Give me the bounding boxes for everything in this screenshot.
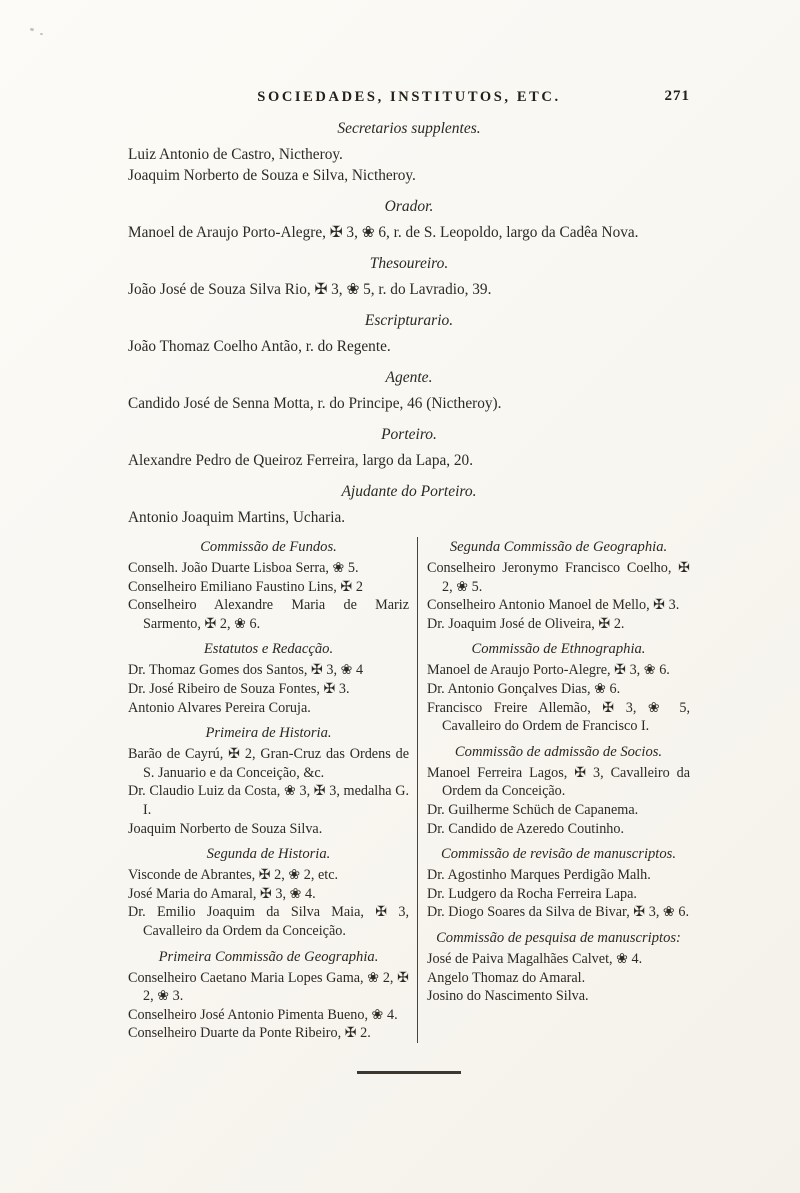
section-primeira-geographia — [128, 948, 409, 1043]
two-column-block — [128, 537, 690, 1043]
member-entry: Barão de Cayrú, ✠ 2, Gran-Cruz das Ordens de S. Januario e da Conceição, &c. — [128, 746, 409, 781]
section-thesoureiro — [128, 254, 690, 300]
section-heading: Commissão de revisão de manuscriptos. — [441, 846, 676, 863]
member-entry: Antonio Alvares Pereira Coruja. — [128, 699, 311, 716]
member-entry: Dr. Agostinho Marques Perdigão Malh. — [427, 867, 651, 884]
section-ajudante-porteiro — [128, 482, 690, 528]
section-heading: Orador. — [384, 198, 434, 215]
member-entry: Francisco Freire Allemão, ✠ 3, ❀ 5, Cavalleiro do Ordem de Francisco I. — [427, 699, 690, 735]
section-heading: Segunda de Historia. — [206, 846, 331, 863]
right-column — [418, 537, 690, 1043]
member-entry: João José de Souza Silva Rio, ✠ 3, ❀ 5, r. do Lavradio, 39. — [128, 281, 492, 298]
member-entry: Conselheiro Antonio Manoel de Mello, ✠ 3. — [427, 597, 680, 614]
page-header — [128, 88, 690, 108]
member-entry: Dr. Ludgero da Rocha Ferreira Lapa. — [427, 885, 637, 902]
section-porteiro — [128, 425, 690, 471]
section-segunda-historia — [128, 845, 409, 940]
scan-speck — [30, 27, 35, 31]
section-heading: Segunda Commissão de Geographia. — [449, 539, 668, 555]
section-heading: Porteiro. — [381, 426, 437, 443]
member-entry: Dr. Claudio Luiz da Costa, ❀ 3, ✠ 3, medalha G. I. — [128, 783, 409, 818]
member-entry: Dr. Antonio Gonçalves Dias, ❀ 6. — [427, 680, 621, 697]
page-header-title: SOCIEDADES, INSTITUTOS, ETC. — [257, 89, 561, 105]
member-entry: Joaquim Norberto de Souza e Silva, Nictheroy. — [128, 167, 416, 184]
left-column — [128, 537, 417, 1043]
section-estatutos-redaccao — [128, 640, 409, 717]
member-entry: José Maria do Amaral, ✠ 3, ❀ 4. — [128, 885, 316, 902]
section-heading: Commissão de admissão de Socios. — [454, 743, 663, 760]
member-entry: José de Paiva Magalhães Calvet, ❀ 4. — [427, 950, 643, 967]
member-entry: Manoel de Araujo Porto-Alegre, ✠ 3, ❀ 6, r. de S. Leopoldo, largo da Cadêa Nova. — [128, 224, 639, 241]
section-agente — [128, 368, 690, 414]
section-orador — [128, 197, 690, 243]
member-entry: Antonio Joaquim Martins, Ucharia. — [128, 509, 346, 526]
section-escripturario — [128, 311, 690, 357]
member-entry: Angelo Thomaz do Amaral. — [427, 969, 586, 986]
member-entry: Conselheiro Jeronymo Francisco Coelho, ✠ 2, ❀ 5. — [427, 560, 690, 595]
page-number: 271 — [664, 88, 690, 104]
member-entry: Dr. Guilherme Schüch de Capanema. — [427, 801, 639, 818]
section-heading: Commissão de pesquisa de manuscriptos: — [436, 929, 681, 946]
section-ethnographia — [427, 640, 690, 735]
section-commissao-fundos — [128, 538, 409, 633]
member-entry: João Thomaz Coelho Antão, r. do Regente. — [128, 338, 391, 355]
section-heading: Agente. — [385, 369, 433, 386]
member-entry: Alexandre Pedro de Queiroz Ferreira, largo da Lapa, 20. — [128, 452, 474, 469]
section-heading: Estatutos e Redacção. — [203, 641, 334, 658]
section-heading: Ajudante do Porteiro. — [341, 483, 477, 500]
section-heading: Primeira de Historia. — [205, 725, 332, 742]
end-rule — [357, 1071, 461, 1074]
member-entry: Manoel de Araujo Porto-Alegre, ✠ 3, ❀ 6. — [427, 662, 670, 679]
scan-speck — [40, 33, 43, 35]
section-secretarios-supplentes — [128, 119, 690, 186]
section-admissao-socios — [427, 743, 690, 838]
member-entry: Conselheiro José Antonio Pimenta Bueno, ❀ 4. — [128, 1006, 398, 1023]
member-entry: Conselheiro Emiliano Faustino Lins, ✠ 2 — [128, 578, 363, 595]
member-entry: Luiz Antonio de Castro, Nictheroy. — [128, 146, 343, 163]
member-entry: Dr. Emilio Joaquim da Silva Maia, ✠ 3, Cavalleiro da Ordem da Conceição. — [128, 904, 409, 939]
member-entry: Conselheiro Duarte da Ponte Ribeiro, ✠ 2. — [128, 1025, 371, 1042]
member-entry: Dr. Joaquim José de Oliveira, ✠ 2. — [427, 615, 625, 632]
member-entry: Conselheiro Alexandre Maria de Mariz Sarmento, ✠ 2, ❀ 6. — [128, 597, 409, 632]
member-entry: Dr. Thomaz Gomes dos Santos, ✠ 3, ❀ 4 — [128, 662, 364, 679]
member-entry: Conselh. João Duarte Lisboa Serra, ❀ 5. — [128, 560, 359, 576]
section-segunda-geographia — [427, 538, 690, 633]
member-entry: Candido José de Senna Motta, r. do Principe, 46 (Nictheroy). — [128, 395, 502, 412]
member-entry: Josino do Nascimento Silva. — [427, 988, 589, 1005]
member-entry: Conselheiro Caetano Maria Lopes Gama, ❀ 2, ✠ 2, ❀ 3. — [128, 969, 409, 1005]
member-entry: Dr. Diogo Soares da Silva de Bivar, ✠ 3, ❀ 6. — [427, 904, 689, 921]
member-entry: Joaquim Norberto de Souza Silva. — [128, 820, 323, 837]
member-entry: Manoel Ferreira Lagos, ✠ 3, Cavalleiro da Ordem da Conceição. — [427, 764, 690, 800]
page-content — [128, 0, 690, 1074]
section-primeira-historia — [128, 724, 409, 838]
section-heading: Thesoureiro. — [369, 255, 449, 272]
section-heading: Secretarios supplentes. — [337, 120, 481, 137]
section-heading: Escripturario. — [364, 312, 454, 329]
member-entry: Dr. José Ribeiro de Souza Fontes, ✠ 3. — [128, 680, 350, 697]
section-revisao-manuscriptos — [427, 845, 690, 922]
member-entry: Dr. Candido de Azeredo Coutinho. — [427, 820, 625, 837]
section-heading: Commissão de Fundos. — [200, 539, 337, 555]
section-heading: Primeira Commissão de Geographia. — [158, 948, 379, 965]
member-entry: Visconde de Abrantes, ✠ 2, ❀ 2, etc. — [128, 867, 339, 884]
section-heading: Commissão de Ethnographia. — [471, 641, 646, 658]
section-pesquisa-manuscriptos — [427, 929, 690, 1006]
